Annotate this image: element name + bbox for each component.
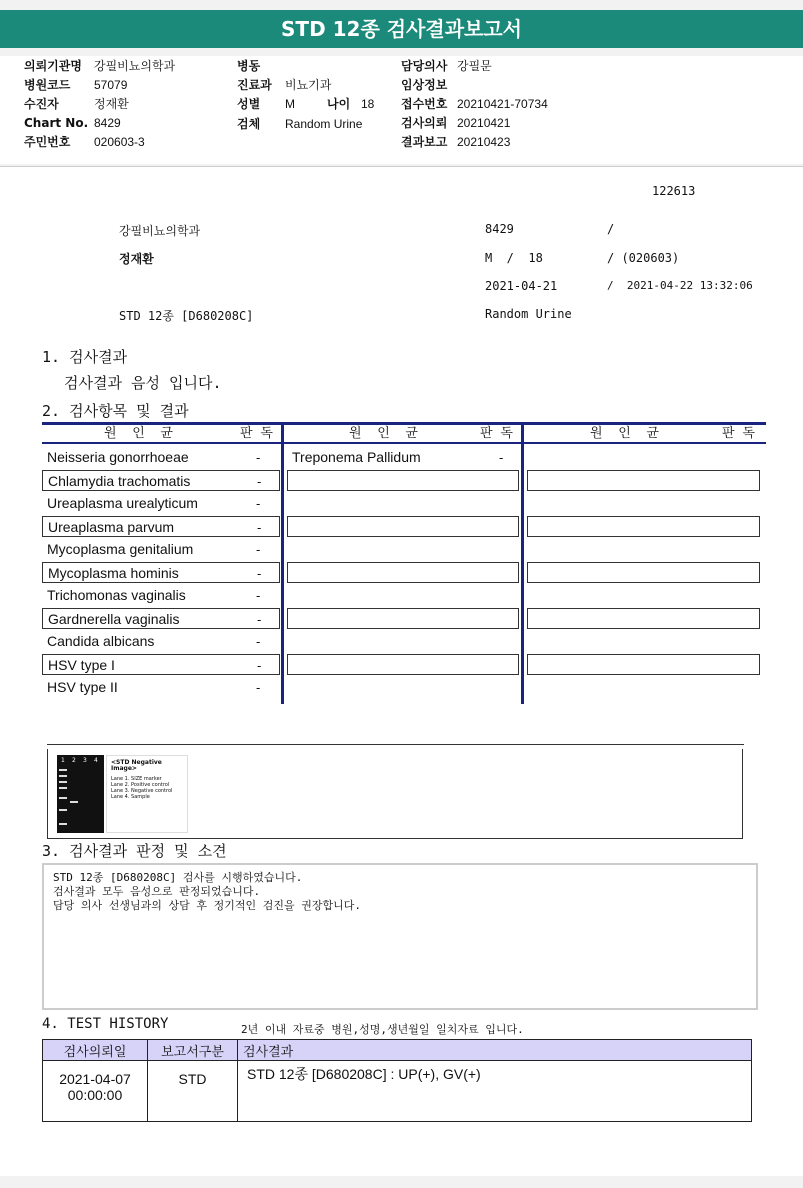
- results-table: [42, 422, 766, 704]
- empty-result-box: [287, 516, 519, 537]
- header-col-3: [401, 56, 548, 151]
- pathogen-row: [42, 654, 280, 675]
- header-label: 임상정보: [401, 78, 448, 92]
- column-divider: [281, 422, 284, 704]
- table-row: [43, 1061, 752, 1122]
- pathogen-result: -: [256, 680, 261, 695]
- header-label: 병원코드: [24, 78, 71, 92]
- gel-band: [59, 823, 67, 825]
- history-result: STD 12종 [D680208C] : UP(+), GV(+): [238, 1061, 752, 1122]
- pathogen-result: -: [257, 520, 262, 535]
- header-value: 정재환: [94, 97, 129, 111]
- pathogen-name: Neisseria gonorrhoeae: [47, 449, 189, 465]
- col-header-judge: 판 독: [480, 426, 513, 441]
- opinion-line: 담당 의사 선생님과의 상담 후 정기적인 검진을 권장합니다.: [53, 899, 362, 912]
- pathogen-name: HSV type II: [47, 679, 118, 695]
- history-type: STD: [148, 1061, 238, 1122]
- section4-heading: 4. TEST HISTORY: [42, 1016, 169, 1032]
- pathogen-row: [42, 470, 280, 491]
- pathogen-result: -: [256, 450, 261, 465]
- history-note: 2년 이내 자료중 병원,성명,생년월일 일치자료 입니다.: [241, 1023, 524, 1036]
- lane-label: 1: [61, 757, 65, 764]
- gel-image-panel: [47, 749, 743, 839]
- gel-band: [70, 801, 78, 803]
- pathogen-result: -: [256, 588, 261, 603]
- pathogen-row: [42, 493, 280, 514]
- header-value: 20210421-70734: [457, 96, 548, 111]
- pathogen-row: [42, 608, 280, 629]
- gel-band: [59, 797, 67, 799]
- gel-legend: [106, 755, 188, 833]
- history-time: 00:00:00: [67, 1087, 123, 1103]
- gel-image: [57, 755, 104, 833]
- report-header: [0, 56, 803, 164]
- pathogen-result: -: [257, 658, 262, 673]
- pathogen-name: HSV type I: [48, 657, 115, 673]
- pathogen-row: [42, 539, 280, 560]
- header-col-2: [237, 56, 374, 134]
- col-header-pathogen: 원 인 균: [590, 426, 659, 441]
- section3-heading: 3. 검사결과 판정 및 소견: [42, 842, 227, 860]
- col-header-pathogen: 원 인 균: [104, 426, 173, 441]
- lane-label: 4: [94, 757, 98, 764]
- report-title: STD 12종 검사결과보고서: [0, 10, 803, 48]
- col-header-judge: 판 독: [722, 426, 755, 441]
- pathogen-row: [287, 447, 519, 468]
- pathogen-row: [42, 585, 280, 606]
- history-col-date: 검사의뢰일: [43, 1040, 148, 1061]
- pathogen-name: Ureaplasma parvum: [48, 519, 175, 535]
- header-label: Chart No.: [24, 115, 89, 130]
- header-label: 수진자: [24, 97, 59, 111]
- pathogen-name: Mycoplasma genitalium: [47, 541, 194, 557]
- column-divider: [521, 422, 524, 704]
- pathogen-result: -: [256, 542, 261, 557]
- gel-band: [59, 809, 67, 811]
- history-date: 2021-04-07: [59, 1071, 131, 1087]
- divider-line: [47, 744, 744, 745]
- pathogen-result: -: [256, 496, 261, 511]
- pathogen-result: -: [257, 612, 262, 627]
- patient-sex-age: M / 18: [485, 251, 543, 265]
- specimen: Random Urine: [485, 307, 572, 321]
- gel-band: [59, 775, 67, 777]
- lane-label: 3: [83, 757, 87, 764]
- gel-legend-item: Lane 4. Sample: [111, 794, 150, 800]
- empty-result-box: [287, 608, 519, 629]
- empty-result-box: [527, 470, 760, 491]
- gel-legend-item: Lane 1. SIZE marker: [111, 776, 162, 782]
- hospital-name: 강필비뇨의학과: [119, 224, 201, 238]
- pathogen-name: Mycoplasma hominis: [48, 565, 179, 581]
- report-code: 122613: [652, 184, 696, 198]
- date-request: 2021-04-21: [485, 279, 558, 293]
- report-sheet: [0, 166, 803, 1176]
- gel-band: [59, 781, 67, 783]
- header-value: 강필비뇨의학과: [94, 59, 176, 73]
- opinion-box: [42, 863, 758, 1010]
- section1-text: 검사결과 음성 입니다.: [64, 374, 222, 392]
- header-label: 진료과: [237, 78, 272, 92]
- patient-name: 정재환: [119, 252, 154, 266]
- header-value: 020603-3: [94, 134, 145, 149]
- header-value: Random Urine: [285, 116, 363, 131]
- header-value: 8429: [94, 115, 121, 130]
- gel-band: [59, 769, 67, 771]
- pathogen-row: [42, 516, 280, 537]
- empty-result-box: [527, 562, 760, 583]
- lane-label: 2: [72, 757, 76, 764]
- header-value: M: [285, 96, 295, 111]
- pathogen-name: Trichomonas vaginalis: [47, 587, 186, 603]
- section2-heading: 2. 검사항목 및 결과: [42, 402, 189, 420]
- empty-result-box: [287, 654, 519, 675]
- pathogen-name: Chlamydia trachomatis: [48, 473, 191, 489]
- header-label: 검사의뢰: [401, 116, 448, 130]
- section1-heading: 1. 검사결과: [42, 348, 128, 366]
- empty-result-box: [527, 654, 760, 675]
- opinion-line: 검사결과 모두 음성으로 판정되었습니다.: [53, 885, 261, 898]
- pathogen-name: Gardnerella vaginalis: [48, 611, 180, 627]
- header-label: 주민번호: [24, 135, 71, 149]
- pathogen-name: Candida albicans: [47, 633, 155, 649]
- header-value: 비뇨기과: [285, 78, 332, 92]
- header-value: 20210423: [457, 134, 511, 149]
- history-table: [42, 1039, 752, 1122]
- header-value: 18: [361, 96, 375, 111]
- gel-legend-title: <STD Negative Image>: [111, 759, 162, 772]
- empty-result-box: [527, 608, 760, 629]
- header-label: 나이: [327, 97, 351, 111]
- header-label: 검체: [237, 117, 261, 131]
- header-label: 접수번호: [401, 97, 448, 111]
- test-name: STD 12종 [D680208C]: [119, 309, 254, 323]
- empty-result-box: [527, 516, 760, 537]
- results-table-header: [42, 422, 766, 444]
- pathogen-result: -: [256, 634, 261, 649]
- history-col-result: 검사결과: [238, 1040, 752, 1061]
- pathogen-row: [42, 447, 280, 468]
- empty-result-box: [287, 562, 519, 583]
- patient-ssn: / (020603): [607, 251, 680, 265]
- opinion-line: STD 12종 [D680208C] 검사를 시행하였습니다.: [53, 871, 303, 884]
- col-header-pathogen: 원 인 균: [349, 426, 418, 441]
- chart-number: 8429: [485, 222, 514, 236]
- pathogen-result: -: [499, 450, 504, 465]
- header-label: 담당의사: [401, 59, 448, 73]
- chart-separator: /: [607, 222, 615, 236]
- pathogen-result: -: [257, 566, 262, 581]
- header-label: 결과보고: [401, 135, 448, 149]
- pathogen-name: Treponema Pallidum: [292, 449, 421, 465]
- header-label: 의뢰기관명: [24, 59, 82, 73]
- header-value: 57079: [94, 77, 128, 92]
- pathogen-name: Ureaplasma urealyticum: [47, 495, 198, 511]
- date-report: / 2021-04-22 13:32:06: [607, 279, 753, 292]
- empty-result-box: [287, 470, 519, 491]
- history-col-type: 보고서구분: [148, 1040, 238, 1061]
- pathogen-row: [42, 631, 280, 652]
- pathogen-row: [42, 677, 280, 698]
- header-col-1: [24, 56, 175, 151]
- pathogen-row: [42, 562, 280, 583]
- header-label: 성별: [237, 97, 261, 111]
- gel-band: [59, 787, 67, 789]
- history-date-cell: [43, 1061, 148, 1122]
- col-header-judge: 판 독: [240, 426, 273, 441]
- pathogen-result: -: [257, 474, 262, 489]
- gel-legend-item: Lane 2. Positive control: [111, 782, 170, 788]
- header-value: 강필문: [457, 59, 492, 73]
- gel-legend-item: Lane 3. Negative control: [111, 788, 173, 794]
- header-label: 병동: [237, 59, 261, 73]
- header-value: 20210421: [457, 115, 511, 130]
